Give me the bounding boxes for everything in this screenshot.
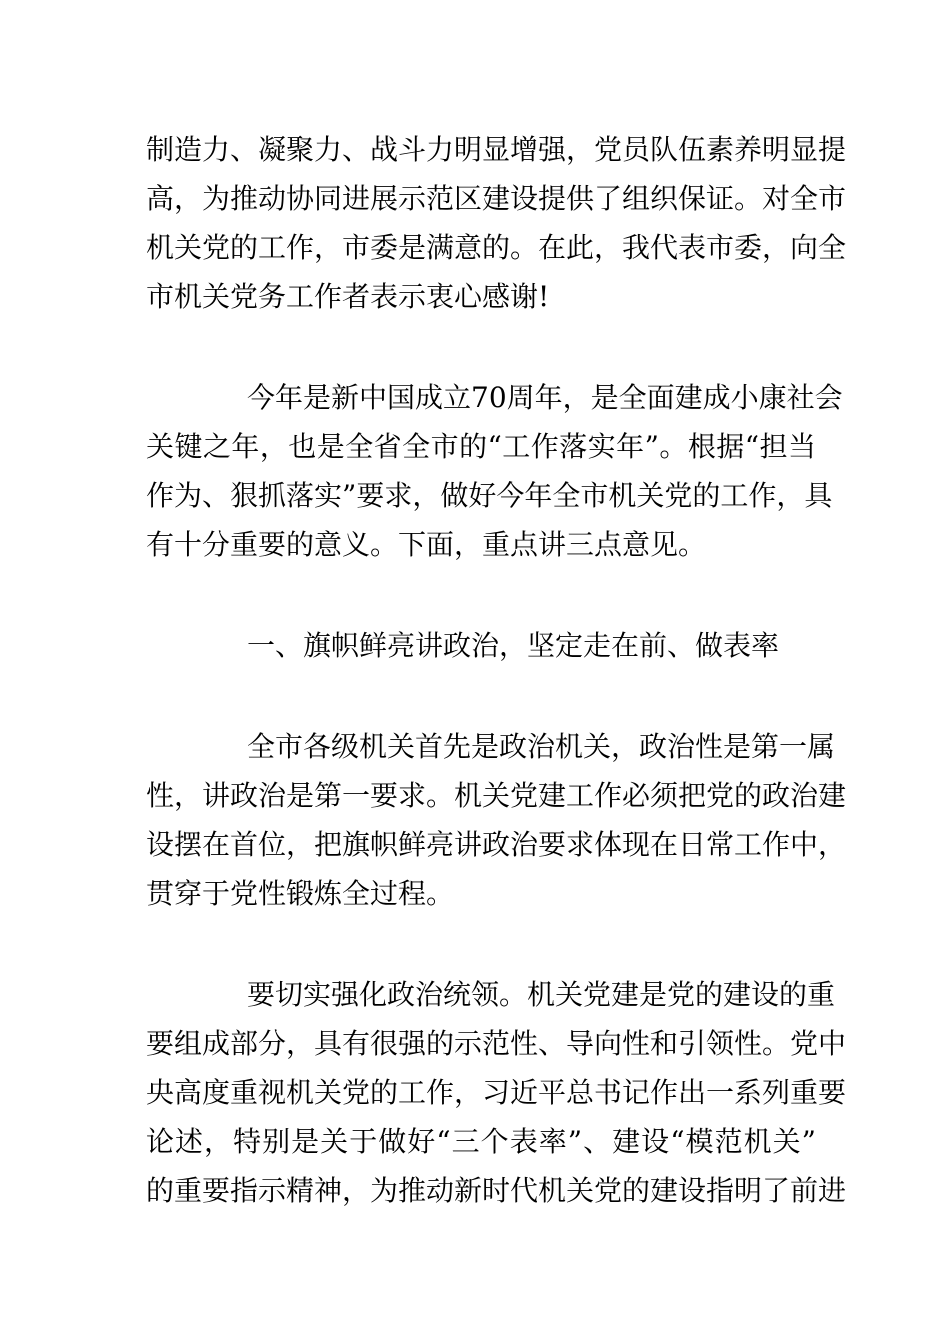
paragraph-line: 关键之年，也是全省全市的“工作落实年”。根据“担当 <box>146 430 816 463</box>
paragraph-line: 机关党的工作，市委是满意的。在此，我代表市委，向全 <box>146 231 847 264</box>
paragraph-line: 今年是新中国成立70周年，是全面建成小康社会 <box>247 381 843 414</box>
paragraph-line: 全市各级机关首先是政治机关，政治性是第一属 <box>247 730 836 763</box>
paragraph-line: 设摆在首位，把旗帜鲜亮讲政治要求体现在日常工作中， <box>146 828 847 861</box>
paragraph-line: 贯穿于党性锻炼全过程。 <box>146 877 455 910</box>
paragraph-line: 央高度重视机关党的工作，习近平总书记作出一系列重要 <box>146 1076 847 1109</box>
section-heading: 一、旗帜鲜亮讲政治，坚定走在前、做表率 <box>247 629 780 662</box>
paragraph-line: 有十分重要的意义。下面，重点讲三点意见。 <box>146 528 707 561</box>
paragraph-line: 作为、狠抓落实”要求，做好今年全市机关党的工作，具 <box>146 479 833 512</box>
paragraph-line: 要组成部分，具有很强的示范性、导向性和引领性。党中 <box>146 1027 847 1060</box>
paragraph-line: 要切实强化政治统领。机关党建是党的建设的重 <box>247 978 836 1011</box>
paragraph-line: 市机关党务工作者表示衷心感谢! <box>146 280 550 313</box>
paragraph-line: 的重要指示精神，为推动新时代机关党的建设指明了前进 <box>146 1174 847 1207</box>
paragraph-line: 高，为推动协同进展示范区建设提供了组织保证。对全市 <box>146 182 847 215</box>
paragraph-line: 论述，特别是关于做好“三个表率”、建设“模范机关” <box>146 1125 816 1158</box>
paragraph-line: 性，讲政治是第一要求。机关党建工作必须把党的政治建 <box>146 779 847 812</box>
paragraph-line: 制造力、凝聚力、战斗力明显增强，党员队伍素养明显提 <box>146 133 847 166</box>
